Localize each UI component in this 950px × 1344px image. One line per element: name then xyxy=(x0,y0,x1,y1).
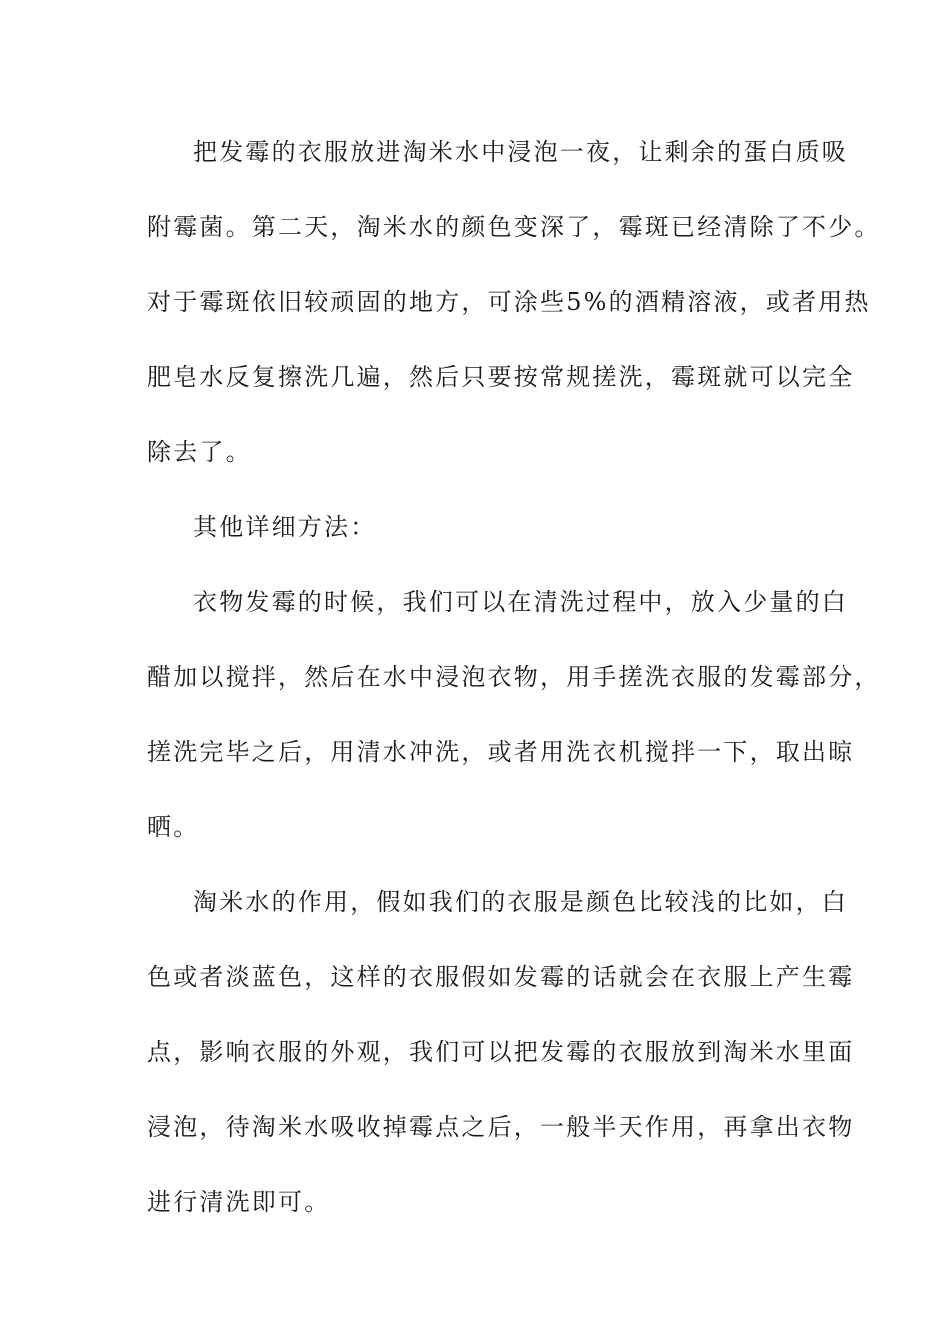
paragraph-3-line-4: 浸泡，待淘米水吸收掉霉点之后，一般半天作用，再拿出衣物 xyxy=(147,1113,855,1141)
paragraph-2-line-2: 醋加以搅拌，然后在水中浸泡衣物，用手搓洗衣服的发霉部分， xyxy=(147,663,881,691)
paragraph-3-line-5: 进行清洗即可。 xyxy=(147,1188,331,1216)
section-heading: 其他详细方法： xyxy=(193,513,377,541)
paragraph-3-line-2: 色或者淡蓝色，这样的衣服假如发霉的话就会在衣服上产生霉 xyxy=(147,963,855,991)
paragraph-1-line-2: 附霉菌。第二天，淘米水的颜色变深了，霉斑已经清除了不少。 xyxy=(147,213,881,241)
paragraph-2-line-4: 晒。 xyxy=(147,813,200,841)
paragraph-1-line-1: 把发霉的衣服放进淘米水中浸泡一夜，让剩余的蛋白质吸 xyxy=(193,138,848,166)
paragraph-1-line-5: 除去了。 xyxy=(147,438,252,466)
paragraph-1-line-3: 对于霉斑依旧较顽固的地方，可涂些5%的酒精溶液，或者用热 xyxy=(147,288,871,316)
paragraph-1-line-4: 肥皂水反复擦洗几遍，然后只要按常规搓洗，霉斑就可以完全 xyxy=(147,363,855,391)
paragraph-2-line-1: 衣物发霉的时候，我们可以在清洗过程中，放入少量的白 xyxy=(193,588,848,616)
paragraph-3-line-1: 淘米水的作用，假如我们的衣服是颜色比较浅的比如，白 xyxy=(193,888,848,916)
paragraph-3-line-3: 点，影响衣服的外观，我们可以把发霉的衣服放到淘米水里面 xyxy=(147,1038,855,1066)
paragraph-2-line-3: 搓洗完毕之后，用清水冲洗，或者用洗衣机搅拌一下，取出晾 xyxy=(147,738,855,766)
